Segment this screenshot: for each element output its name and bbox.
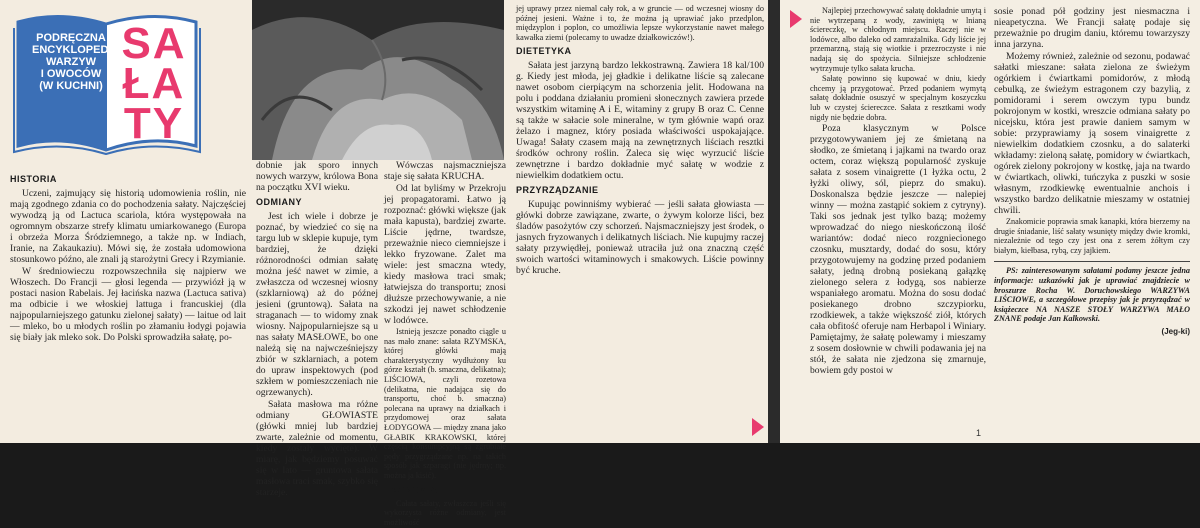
paragraph: Sałata jest jarzyną bardzo lekkostrawną. Zawiera 18 kal/100 g. Kiedy jest młoda, jej gładkie i delikatne liście są zalecane nawet osobom cierpiącym na schorzenia jelit. Hodowana na polu i poddana działaniu promieni słonecznych zawiera przede wszystkim witaminę A i E, witaminy z grupy B oraz C. Cenne są także w sałacie sole mineralne, w tym głównie wapń oraz żelazo i magnez, który posiada właściwości uspokajające. Uwaga! Sałaty czasem mają na zewnętrznych liściach resztki środków ochrony roślin. Zaleca się więc wyrzucić liście zewnętrzne i bardzo dokładnie myć sałatę w wodzie z niewielkim dodatkiem octu. bbox=[516, 60, 764, 182]
ps-note: PS: zainteresowanym sałatami podamy jeszcze jedna informacje: uzkazówki jak je uprawiać znajdziecie w broszurze Rocha W. Doruchowskiego WARZYWA LIŚCIOWE, a szczegółowe przepisy jak je przyrządzać w książeczce NA NASZE STOŁY WARZYWA MAŁO ZNANE podaje Jan Kalkowski. bbox=[994, 266, 1190, 324]
paragraph: Sałata masłowa ma różne odmiany GŁOWIASTE (główki mniej lub bardziej zwarte, zależnie od momentu, kiedy zostały wycięte). W miarę, jak będziemy posuwać się w lato — gruntowa sałata masłowa traci smak, szybko się starzeje. bbox=[256, 399, 378, 498]
badge-subtitle: PODRĘCZNA ENCYKLOPEDIA WARZYW I OWOCÓW (W KUCHNI) bbox=[32, 32, 120, 92]
paragraph: Jest ich wiele i dobrze je poznać, by wiedzieć co się na targu lub w sklepie kupuje, tym bardziej, że dzięki różnorodności odmian sałatę można jeść nawet w zimie, a zwłaszcza od wczesnej wiosny (szklarniową) aż do późnej jesieni (gruntową). Sałata na straganach — to widomy znak wiosny. Najpopularniejsze są u nas sałaty MASŁOWE, bo one należą się na najwcześniejszy zbiór w szklarniach, a potem do upraw inspektowych (pod szkłem w pomieszczeniach nie ogrzewanych). bbox=[256, 211, 378, 398]
magazine-page-right bbox=[780, 0, 1200, 443]
page-number: 1 bbox=[976, 428, 982, 438]
small-print: Istnieją jeszcze ponadto ciągle u nas mało znane: sałata RZYMSKA, której główki mają charakterystyczny wydłużony ku górze kształt (b. smaczna, delikatna); LIŚCIOWA, czyli rozetowa (delikatna, nie nadająca się do transportu, choć b. smaczna) polecana na uprawy na działkach i przydomowej oraz sałata ŁODYGOWA — między znana jako GŁABIK KRAKOWSKI, której częścią konsumpcyjną są zgrubiałe pędy przygrządzane np. na takich sposób jak szparagi (nie jędrny; np. można ja kisić). bbox=[384, 327, 506, 480]
heading-dietetyka: DIETETYKA bbox=[516, 46, 572, 57]
column-right-2 bbox=[994, 6, 1190, 337]
paragraph: Wówczas najsmaczniejsza staje się sałata KRUCHA. bbox=[384, 160, 506, 182]
paragraph: dobnie jak sporo innych nowych warzyw, królowa Bona na początku XVI wieku. bbox=[256, 160, 378, 193]
paragraph: Poza klasycznym w Polsce przygotowywaniem jej ze śmietaną na słodko, ze śmietaną i jajkami na twardo oraz octem, coraz większą popularność zyskuje sałata z sosem vinaigrette (1 łyżka octu, 2 łyżki oliwy, sól, pieprz do smaku). Doskonalsza będzie jeszcze — nalepiej winny — można zastąpić sokiem z cytryny). Taki sos jednak jest tylko bazą; możemy wprowadzać do niego nieskończoną ilość wariantów: dodać nieco rozgniecionego czosnku, musztardy, dodać do sosu, który przygotowujemy na godzinę przed podaniem sałaty, jedną drobną posiekaną gałązkę zielonego selera z łodygą, sos nabierze wspaniałego aromatu. Można do sosu dodać posiekanego drobno szczypiorku, rzodkiewek, a także większość ziół, których cała obfitość oferuje nam Herbapol i Winiary. Pamiętajmy, że sałatę polewamy i mieszamy z sosem dosłownie w chwili podawania jej na stół, że sałata nie zjedzona się zmarnuje, bowiem gdy postoi w bbox=[810, 123, 986, 377]
paragraph: Możemy również, zależnie od sezonu, podawać sałatki mieszane: sałata zielona ze świeżym ogórkiem i ćwiartkami pomidorów, z młodą cebulką, ze świeżym estragonem czy bazylią, z pomidorami i serem owczym typu bundz pokrojonym w kostki, wreszcie odmiana sałaty po nicejsku, która jest prawie daniem samym w sobie: przyprawiamy ją sosem vinaigrette z niewielkim dodatkiem czosnku, a do salaterki wkładamy: zieloną sałatę, pomidory w ćwiartkach, ogórek zielony pokrojony w kostkę, jaja na twardo w ćwiartkach, oliwki, tuńczyka z puszki w sosie własnym, rzodkiewkę ewentualnie anchois i wszystko bardzo delikatnie mieszamy w ostatniej chwili. bbox=[994, 51, 1190, 216]
paragraph: Znakomicie poprawia smak kanapki, która bierzemy na drugie śniadanie, liść sałaty wsunięty między dwie kromki, niezależnie od tego czy jest ona z serem żółtym czy białym, kiełbasa, rybą, czy jajkiem. bbox=[994, 217, 1190, 255]
lettuce-photo bbox=[252, 0, 504, 160]
paragraph: W średniowieczu rozpowszechniła się najpierw we Włoszech. Do Francji — głosi legenda — przywiózł ją w postaci nasion Rabelais. Jej łacińska nazwa (Lactuca sativa) ma odbicie i we włoskiej lattuga i francuskiej (dla najpopularniejszego gatunku zielonej sałaty) — laitue od lait — mleko, bo u młodych roślin po złamaniu łodygi pojawia się biały jak mleko sok. Do Polski sprowadziła sałatę, po- bbox=[10, 266, 246, 343]
paragraph: Całata sałaty, zwłaszcza jeśli się wykorzysta różne odmiany, jest możliwość bbox=[384, 498, 506, 527]
paragraph: sosie ponad pół godziny jest niesmaczna i nieapetyczna. We Francji sałatę podaje się przeważnie po drugim daniu, któremu towarzyszy inna jarzyna. bbox=[994, 6, 1190, 50]
paragraph: jej uprawy przez niemal cały rok, a w gruncie — od wczesnej wiosny do późnej jesieni. Ważne i to, że można ją uprawiać jako przedplon, międzyplon i poplon, co umożliwia lepsze wykorzystanie nawet małego kawałka ziemi (polecamy to uwadze działkowiczów!). bbox=[516, 4, 764, 42]
column-historia bbox=[10, 170, 246, 344]
column-odmiany bbox=[256, 160, 378, 499]
heading-przyrzadzanie: PRZYRZĄDZANIE bbox=[516, 185, 599, 196]
column-krucha bbox=[384, 160, 506, 528]
column-right-1 bbox=[810, 6, 986, 377]
author-signature: (Jeg-ki) bbox=[1161, 326, 1190, 336]
ps-box bbox=[994, 261, 1190, 337]
heading-historia: HISTORIA bbox=[10, 174, 57, 184]
paragraph: Od lat byliśmy w Przekroju jej propagatorami. Łatwo ją rozpoznać: główki większe (jak mała kapusta), bardziej zwarte. Liście jędrne, twardsze, przeważnie nieco ciemniejsze i lekko fryzowane. Zalet ma wiele: jest smaczna wtedy, kiedy masłowa traci smak; łatwiejsza do transportu; znosi dłuższe przechowywanie, a nie szkodzi jej nawet schłodzenie w lodówce. bbox=[384, 183, 506, 326]
paragraph: Kupując powinniśmy wybierać — jeśli sałata głowiasta — główki dobrze zawiązane, zwarte, o żywym kolorze liści, bez śladów pasożytów czy schorzeń. Najsmaczniejszy jest środek, o jasnych fryzowanych i delikatnych liściach. Nie kupujmy raczej sałaty przywiędłej, ponieważ utraciła już ona znaczną część swoich wartości witaminowych i smakowych. Liście powinny być kruche. bbox=[516, 199, 764, 277]
badge-title: SA ŁA TY bbox=[121, 19, 187, 148]
continue-arrow-icon bbox=[752, 418, 764, 436]
paragraph: Uczeni, zajmujący się historią udomowienia roślin, nie mają zgodnego zdania co do pochodzenia sałaty. Najczęściej wywodzą ją od Lactuca scariola, która występowała na ogromnym obszarze strefy klimatu umiarkowanego (Europa i obrzeża Morza Śródziemnego, a także np. w Indiach, Iranie, na Zakaukaziu). Mówi się, że została udomowiona stosunkowo późno, ale znali ją starożytni Grecy i Rzymianie. bbox=[10, 188, 246, 265]
heading-ekonomia: EKONOMIA bbox=[384, 484, 438, 495]
heading-odmiany: ODMIANY bbox=[256, 197, 302, 207]
paragraph: Najlepiej przechowywać sałatę dokładnie umytą i nie wytrzepaną z wody, zawiniętą w lnianą ściereczkę, w chłodnym miejscu. Raczej nie w lodówce, albo daleko od zamrażalnika. Gdy liście jej przemarzną, stają się wiotkie i przezroczyste i nie nadają się do spożycia. Silniejsze schłodzenie wytrzymuje tylko sałata krucha. bbox=[810, 6, 986, 73]
paragraph: Sałatę powinno się kupować w dniu, kiedy chcemy ją przygotować. Przed podaniem wymytą sałatę dokładnie osuszyć w specjalnym koszyczku lub w czystej ściereczce. Sałata z resztkami wody nigdy nie będzie dobra. bbox=[810, 74, 986, 122]
page-gutter bbox=[768, 0, 780, 443]
encyclopedia-badge bbox=[10, 4, 202, 156]
column-dietetyka bbox=[516, 4, 764, 277]
section-arrow-icon bbox=[790, 10, 802, 28]
